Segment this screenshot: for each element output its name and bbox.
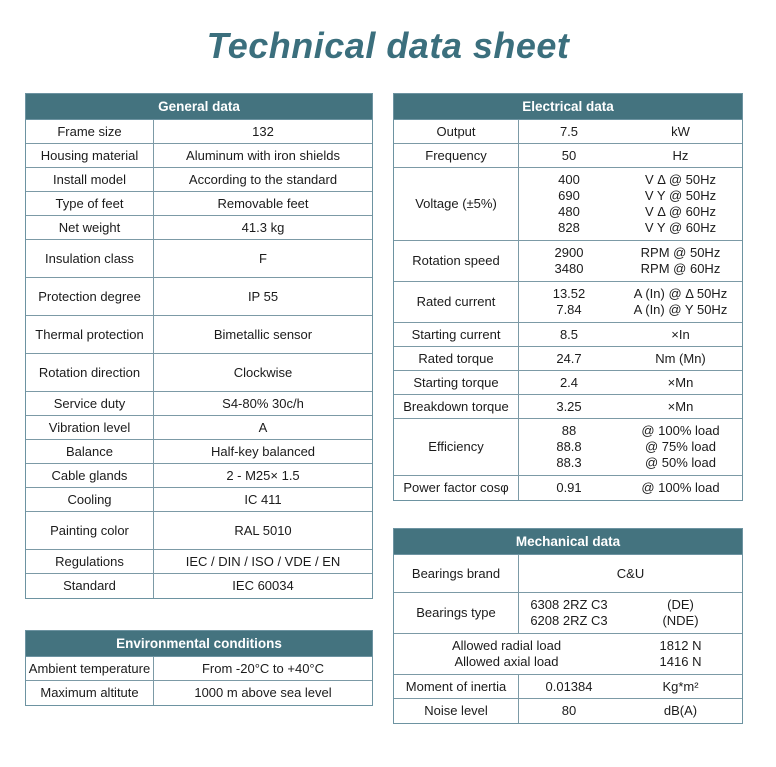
row-value-line: 88.3 <box>556 455 582 470</box>
row-label: Vibration level <box>26 416 154 439</box>
row-value-unit <box>519 282 742 322</box>
row-value: 132 <box>252 123 274 139</box>
row-label: Housing material <box>26 144 154 167</box>
row-unit-line: kW <box>671 123 690 139</box>
row-value-line: 400 <box>558 172 580 187</box>
row-label: Frequency <box>394 144 519 167</box>
row-label: Moment of inertia <box>394 675 519 698</box>
table-row <box>394 347 742 371</box>
environmental-conditions-table <box>25 630 373 706</box>
row-unit <box>619 476 742 500</box>
row-unit-line: Hz <box>672 147 689 163</box>
row-value-line: 0.91 <box>556 480 582 495</box>
row-label: Efficiency <box>394 419 519 475</box>
row-value-unit <box>519 699 742 723</box>
row-unit-line: ×Mn <box>667 398 694 414</box>
table-row <box>26 416 372 440</box>
row-value-unit <box>519 241 742 281</box>
row-label: Rated current <box>394 282 519 322</box>
table-row <box>26 192 372 216</box>
row-value: Half-key balanced <box>210 443 316 459</box>
general-data-header: General data <box>26 94 372 120</box>
row-label: Output <box>394 120 519 143</box>
row-label-span <box>394 634 619 674</box>
row-unit-line: 1416 N <box>659 654 702 669</box>
row-unit-line: ×Mn <box>667 374 694 390</box>
environmental-conditions-rows <box>26 657 372 705</box>
row-value: Aluminum with iron shields <box>186 147 340 163</box>
electrical-data-header: Electrical data <box>394 94 742 120</box>
row-label-line: Allowed axial load <box>454 654 559 669</box>
row-value: S4-80% 30c/h <box>222 395 304 411</box>
row-value-line: 88 <box>561 423 577 438</box>
row-value: IP 55 <box>247 288 279 304</box>
row-label: Regulations <box>26 550 154 573</box>
row-unit <box>619 419 742 475</box>
row-unit-line: @ 100% load <box>641 423 720 438</box>
row-value-line: 7.5 <box>559 123 579 139</box>
row-unit <box>619 634 742 674</box>
row-value: 1000 m above sea level <box>194 685 332 700</box>
row-value <box>519 593 619 633</box>
row-unit <box>619 593 742 633</box>
row-unit-line: V Δ @ 50Hz <box>644 172 717 187</box>
row-value: From -20°C to +40°C <box>201 660 325 676</box>
table-row <box>26 120 372 144</box>
row-unit-line: 1812 N <box>659 638 702 653</box>
row-value-line: 50 <box>561 147 577 163</box>
row-unit <box>619 395 742 418</box>
row-value <box>519 144 619 167</box>
row-label: Maximum altitute <box>26 681 154 705</box>
table-row <box>394 634 742 675</box>
row-value-line: 480 <box>558 204 580 219</box>
table-row <box>26 657 372 681</box>
table-row <box>394 419 742 476</box>
row-value-line: 2.4 <box>559 374 579 390</box>
row-value-unit <box>519 144 742 167</box>
row-label: Starting current <box>394 323 519 346</box>
row-label: Net weight <box>26 216 154 239</box>
row-value: According to the standard <box>188 171 338 187</box>
row-label: Install model <box>26 168 154 191</box>
row-unit-line: V Y @ 60Hz <box>644 220 717 235</box>
table-row <box>394 555 742 593</box>
row-label: Painting color <box>26 512 154 549</box>
row-value-line: 6308 2RZ C3 <box>530 597 608 612</box>
table-row <box>394 371 742 395</box>
table-row <box>26 574 372 598</box>
row-label: Cooling <box>26 488 154 511</box>
table-row <box>394 323 742 347</box>
row-value-unit <box>519 593 742 633</box>
row-value <box>519 371 619 394</box>
row-unit-line: @ 50% load <box>644 455 717 470</box>
table-row <box>26 316 372 354</box>
row-value: 41.3 kg <box>241 219 285 235</box>
row-value <box>519 323 619 346</box>
row-label: Insulation class <box>26 240 154 277</box>
table-row <box>26 681 372 705</box>
row-unit-line: @ 75% load <box>644 439 717 454</box>
row-unit-line: (NDE) <box>662 613 699 628</box>
row-label: Standard <box>26 574 154 598</box>
row-value-line: 88.8 <box>556 439 582 454</box>
row-value: IEC 60034 <box>232 578 294 593</box>
table-row <box>394 168 742 241</box>
table-row <box>26 278 372 316</box>
electrical-data-rows <box>394 120 742 500</box>
row-label: Balance <box>26 440 154 463</box>
row-value-unit <box>519 675 742 698</box>
row-unit <box>619 675 742 698</box>
row-label-line: Allowed radial load <box>451 638 562 653</box>
row-value <box>519 476 619 500</box>
row-value-unit <box>519 371 742 394</box>
electrical-data-table <box>393 93 743 501</box>
row-label: Bearings brand <box>394 555 519 592</box>
table-row <box>394 120 742 144</box>
row-value-line: 13.52 <box>552 286 586 301</box>
row-label: Rotation direction <box>26 354 154 391</box>
row-unit-line: A (In) @ Y 50Hz <box>633 302 728 317</box>
row-value: IC 411 <box>244 491 282 507</box>
row-value-line: 7.84 <box>556 302 582 317</box>
row-label: Starting torque <box>394 371 519 394</box>
row-unit-line: A (In) @ Δ 50Hz <box>633 286 728 301</box>
row-label: Frame size <box>26 120 154 143</box>
mechanical-data-table <box>393 528 743 724</box>
row-unit <box>619 282 742 322</box>
row-unit <box>619 347 742 370</box>
row-label: Voltage (±5%) <box>394 168 519 240</box>
row-value <box>519 699 619 723</box>
table-row <box>26 550 372 574</box>
row-value-line: 828 <box>558 220 580 235</box>
table-row <box>26 392 372 416</box>
row-label: Cable glands <box>26 464 154 487</box>
row-value-line: 3.25 <box>556 398 582 414</box>
row-unit-line: RPM @ 60Hz <box>640 261 721 276</box>
row-value: RAL 5010 <box>234 522 292 538</box>
table-row <box>394 241 742 282</box>
row-value-unit <box>519 323 742 346</box>
row-value: A <box>258 419 268 435</box>
row-label: Bearings type <box>394 593 519 633</box>
row-value <box>519 419 619 475</box>
mechanical-data-header: Mechanical data <box>394 529 742 555</box>
row-value <box>519 347 619 370</box>
row-value: Clockwise <box>233 364 293 380</box>
table-row <box>394 593 742 634</box>
table-row <box>26 488 372 512</box>
row-value: F <box>259 250 267 266</box>
row-value-line: 0.01384 <box>545 678 593 694</box>
row-label: Rated torque <box>394 347 519 370</box>
row-value: C&U <box>616 565 645 581</box>
row-unit-line: Nm (Mn) <box>655 350 706 366</box>
table-row <box>26 440 372 464</box>
row-value-unit <box>519 168 742 240</box>
table-row <box>26 512 372 550</box>
row-value: Bimetallic sensor <box>213 326 313 342</box>
row-unit-line: V Y @ 50Hz <box>644 188 717 203</box>
mechanical-data-rows <box>394 555 742 723</box>
table-row <box>26 144 372 168</box>
row-unit <box>619 168 742 240</box>
row-value <box>519 395 619 418</box>
row-label: Noise level <box>394 699 519 723</box>
row-value-line: 8.5 <box>559 326 579 342</box>
table-row <box>26 216 372 240</box>
row-value-unit <box>519 555 742 592</box>
table-row <box>394 476 742 500</box>
row-value: Removable feet <box>217 195 309 211</box>
row-value-unit <box>519 120 742 143</box>
row-unit-line: ×In <box>671 326 690 342</box>
row-unit <box>619 144 742 167</box>
row-label: Type of feet <box>26 192 154 215</box>
table-row <box>394 282 742 323</box>
row-value: IEC / DIN / ISO / VDE / EN <box>185 553 341 569</box>
row-value: 2 - M25× 1.5 <box>226 467 300 483</box>
row-value-line: 6208 2RZ C3 <box>530 613 608 628</box>
row-value <box>519 120 619 143</box>
table-row <box>394 395 742 419</box>
row-label: Rotation speed <box>394 241 519 281</box>
page-title: Technical data sheet <box>206 25 570 66</box>
row-value-line: 24.7 <box>556 350 582 366</box>
row-unit-line: @ 100% load <box>641 480 720 495</box>
row-value-line: 690 <box>558 188 580 203</box>
row-unit-line: (DE) <box>667 597 694 612</box>
table-row <box>394 144 742 168</box>
row-value-line: 2900 <box>554 245 584 260</box>
row-value <box>519 168 619 240</box>
row-value-line: 3480 <box>554 261 584 276</box>
row-value-unit <box>519 419 742 475</box>
environmental-conditions-header: Environmental conditions <box>26 631 372 657</box>
row-value <box>519 241 619 281</box>
row-unit <box>619 371 742 394</box>
row-unit <box>619 699 742 723</box>
row-label: Breakdown torque <box>394 395 519 418</box>
general-data-rows <box>26 120 372 598</box>
row-value-unit <box>519 347 742 370</box>
row-unit <box>619 120 742 143</box>
row-unit <box>619 241 742 281</box>
row-unit <box>619 323 742 346</box>
row-unit-line: Kg*m² <box>662 678 699 694</box>
row-unit-line: dB(A) <box>663 703 698 718</box>
row-value <box>519 675 619 698</box>
row-value <box>519 282 619 322</box>
table-row <box>26 168 372 192</box>
row-label: Ambient temperature <box>26 657 154 680</box>
general-data-table <box>25 93 373 599</box>
row-label: Power factor cosφ <box>394 476 519 500</box>
table-row <box>394 699 742 723</box>
row-label: Protection degree <box>26 278 154 315</box>
table-row <box>26 354 372 392</box>
row-unit-line: RPM @ 50Hz <box>640 245 721 260</box>
row-unit-line: V Δ @ 60Hz <box>644 204 717 219</box>
row-value-unit <box>519 476 742 500</box>
table-row <box>394 675 742 699</box>
row-label: Thermal protection <box>26 316 154 353</box>
row-label: Service duty <box>26 392 154 415</box>
table-row <box>26 240 372 278</box>
row-value-unit <box>519 395 742 418</box>
row-value-line: 80 <box>561 703 577 718</box>
table-row <box>26 464 372 488</box>
